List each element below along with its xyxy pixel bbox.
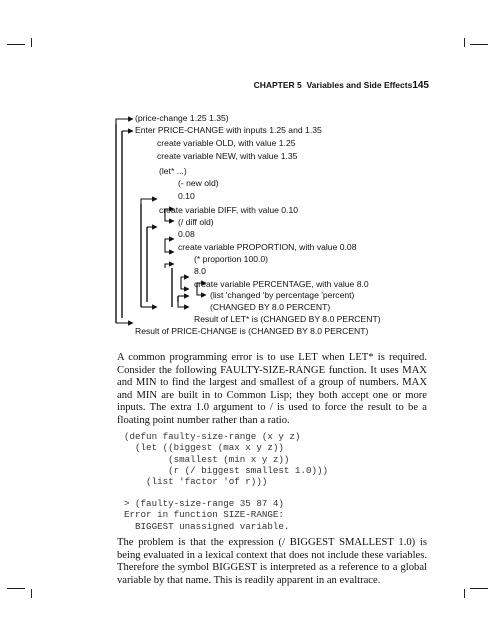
trace-line: create variable PERCENTAGE, with value 8.0 bbox=[194, 279, 369, 289]
chapter-title: Variables and Side Effects bbox=[306, 80, 413, 90]
crop-mark-bottom-left-v bbox=[31, 589, 32, 598]
trace-line: Result of PRICE-CHANGE is (CHANGED BY 8.0 PERCENT) bbox=[135, 326, 369, 336]
chapter-label: CHAPTER 5 bbox=[253, 80, 302, 90]
trace-line: (list 'changed 'by percentage 'percent) bbox=[210, 290, 355, 300]
code-listing-defun: (defun faulty-size-range (x y z) (let ((biggest (max x y z)) (smallest (min x y z)) (r (/ biggest smallest 1.0))) (list 'factor 'of r))) bbox=[124, 431, 328, 488]
trace-line: Enter PRICE-CHANGE with inputs 1.25 and 1.35 bbox=[135, 125, 322, 135]
trace-line: create variable PROPORTION, with value 0.08 bbox=[178, 242, 357, 252]
trace-line: (- new old) bbox=[178, 178, 219, 188]
trace-line: 0.08 bbox=[178, 229, 195, 239]
trace-line: create variable DIFF, with value 0.10 bbox=[159, 205, 298, 215]
page-number: 145 bbox=[412, 80, 429, 91]
trace-line: (CHANGED BY 8.0 PERCENT) bbox=[210, 302, 331, 312]
crop-mark-bottom-left-h bbox=[7, 588, 25, 589]
trace-line: Result of LET* is (CHANGED BY 8.0 PERCENT) bbox=[194, 314, 381, 324]
body-paragraph-2: The problem is that the expression (/ BIGGEST SMALLEST 1.0) is being evaluated in a lexical context that does not include these variables. Therefore the symbol BIGGEST is interpreted as a reference to a global variable by that name. This is readily apparent in an evaltrace. bbox=[117, 537, 427, 586]
code-listing-error: > (faulty-size-range 35 87 4) Error in function SIZE-RANGE: BIGGEST unassigned variable. bbox=[124, 498, 290, 532]
arrow-let-result-tail bbox=[178, 302, 189, 307]
trace-line: 0.10 bbox=[178, 191, 195, 201]
body-paragraph-1: A common programming error is to use LET when LET* is required. Consider the following FAULTY-SIZE-RANGE function. It uses MAX and MIN to find the largest and smallest of a group of numbers. MAX and MIN are built in to Common Lisp; they both accept one or more inputs. The extra 1.0 argument to / is used to force the result to be a floating point number rather than a ratio. bbox=[117, 352, 427, 426]
trace-line: (price-change 1.25 1.35) bbox=[135, 113, 229, 123]
trace-line: (/ diff old) bbox=[178, 217, 214, 227]
trace-line: (* proportion 100.0) bbox=[194, 254, 269, 264]
trace-line: create variable NEW, with value 1.35 bbox=[157, 151, 298, 161]
trace-line: 8.0 bbox=[194, 266, 206, 276]
trace-line: (let* ...) bbox=[159, 166, 187, 176]
crop-mark-bottom-right-v bbox=[464, 589, 465, 598]
trace-line: create variable OLD, with value 1.25 bbox=[157, 138, 296, 148]
crop-mark-bottom-right-h bbox=[470, 588, 488, 589]
